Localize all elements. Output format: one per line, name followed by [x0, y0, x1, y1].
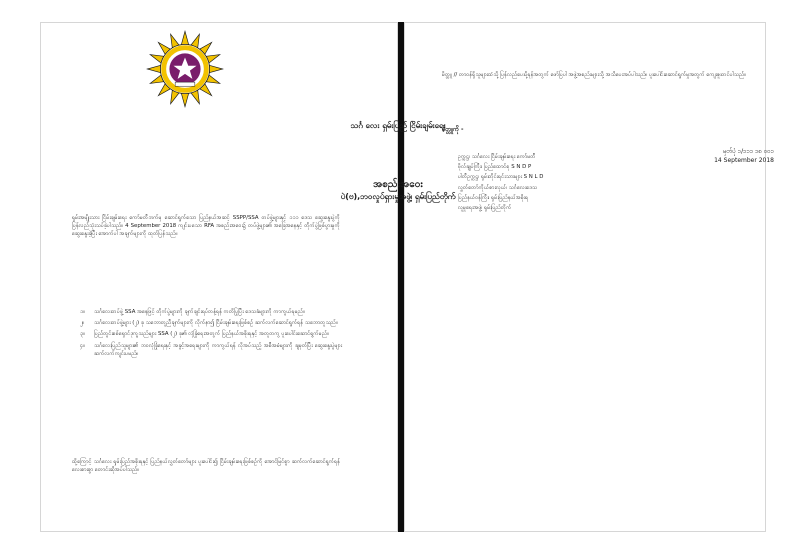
reference-date: 14 September 2018: [714, 157, 774, 164]
letter-page-2: [404, 22, 766, 532]
cc-item: ပါတီဥက္ကဋ္ဌ၊ ရှမ်းတိုင်းရင်းသားများ S N L D: [458, 174, 544, 181]
closing-paragraph: ထို့ကြောင့် သင်္ဂလေး ရှမ်းပြည်အစိုးရနှင့် ပြည်နယ်လွှတ်တော်များ ပူးပေါင်း၍ ငြိမ်းချမ်းရေးဖြစ်စဉ်ကို အောင်မြင်စွာ ဆက်လက်ဆောင်ရွက်ရန် လေးစားစွာ တောင်းဆိုအပ်ပါသည်။: [72, 459, 340, 474]
logo-petal: [181, 93, 188, 106]
cc-item: ဗိုလ်ချုပ်ကြီး၊ ပြည်ထောင်စု S N D P: [458, 164, 532, 171]
document-title: အစည်းအဝေး: [373, 179, 423, 190]
point-text: သင်္ဂလေးတပ်ဖွဲ့များ (၂) ခု သဘောတူညီချက်များကို လိုက်နာ၍ ငြိမ်းချမ်းရေးဖြစ်စဉ် ဆက်လက်ဆောင်ရွက်ရန် သဘောတူသည်။: [94, 320, 338, 327]
intro-paragraph: ရှမ်းအမျိုးသား ငြိမ်းချမ်းရေး ကော်မတီဘက်မှ ဆောင်ရွက်သော ပြည်နယ်အဆင့် SSPP/SSA တပ်ဖွဲ့များနှင့် ၁၁၁ ဒေသ ဆွေးနွေးပွဲကို ပြန်လည်သုံးသပ်ခဲ့ပါသည်။ 4 September 2018 ကျင်းပသော RFA အစည်းအဝေး၌ တပ်ဖွဲ့များ၏ အခြေအနေနှင့် တိုက်ပွဲဖြစ်ပွားမှုကို ဆွေးနွေးခဲ့ပြီး အောက်ပါ အချက်များကို ထုတ်ပြန်သည်။: [72, 215, 340, 238]
list-item: [80, 330, 342, 338]
reference-number: မှတ်ပုံ ၁/၁၁၁ ၁၈ ၀၀၁: [723, 148, 774, 155]
point-number: ၁။: [80, 309, 85, 315]
point-number: ၄။: [80, 342, 85, 349]
list-item: [80, 308, 342, 316]
document-subject: ပဲ(ဗ),ဘဝလှုပ်ရှားမှုအဖွဲ့၊ ရှမ်းပြည်တိုက်: [340, 192, 456, 201]
cc-item: ပြည်နယ်ဝန်ကြီး၊ ရှမ်းပြည်နယ်အစိုးရ: [458, 194, 529, 201]
point-number: ၃။: [80, 331, 85, 338]
cc-label: မိတ္တူကို -: [442, 126, 464, 133]
logo-petal: [181, 31, 188, 44]
page2-paragraph: မိတ္တူ // တာဝန်ရှိသူများထံသို့ ပြန်လည်ပေးပို့ရန်အတွက် ဖော်ပြပါ အဖွဲ့အစည်းများသို့ အသိပေးအပ်ပါသည်။ ပူးပေါင်းဆောင်ရွက်မှုအတွက် ကျေးဇူးတင်ပါသည်။: [442, 72, 746, 78]
logo-petal: [209, 65, 222, 72]
org-logo: [144, 28, 226, 110]
cc-list: [458, 152, 748, 213]
cc-item: လွှတ်တော်ကိုယ်စားလှယ်၊ သင်္ဂလေးဒေသ: [458, 184, 538, 191]
cc-item: ဥက္ကဋ္ဌ၊ သင်္ဂလေး ငြိမ်းချမ်းရေး ကော်မတီ: [458, 154, 536, 160]
point-text: သင်္ဂလေးပြည်သူများ၏ ဘဝလုံခြုံရေးနှင့် အခွင့်အရေးများကို ကာကွယ်ရန် လိုအပ်သည့် အစီအမံများကို ချမှတ်ပြီး ဆွေးနွေးပွဲများ ဆက်လက်ကျင်းပမည်။: [94, 342, 342, 357]
logo-petal: [147, 65, 160, 72]
point-number: ၂။: [80, 320, 85, 327]
org-name: သင်္ဂ လေး ရှမ်းပြည် ငြိမ်းချမ်းရေး: [350, 121, 446, 130]
point-text: ပြည်တွင်းစစ်ရှောင်ဒုက္ခသည်များ SSA (၂) ခု၏ လုံခြုံရေးအတွက် ပြည်နယ်အစိုးရနှင့် အတူတကွ ပူးပေါင်းဆောင်ရွက်မည်။: [94, 331, 329, 338]
list-item: [80, 319, 342, 327]
list-item: [80, 342, 342, 358]
cc-item: လူမှုရေးအဖွဲ့၊ ရှမ်းပြည်တိုက်: [458, 205, 512, 212]
point-text: သင်္ဂလေးတပ်ဖွဲ့ SSA အနေဖြင့် တိုက်ပွဲများကို ချက်ချင်းရပ်တန့်ရန် ကတိပြုပြီး ဒေသခံများကို ကာကွယ်ရမည်။: [94, 309, 305, 315]
points-list: [80, 308, 342, 361]
